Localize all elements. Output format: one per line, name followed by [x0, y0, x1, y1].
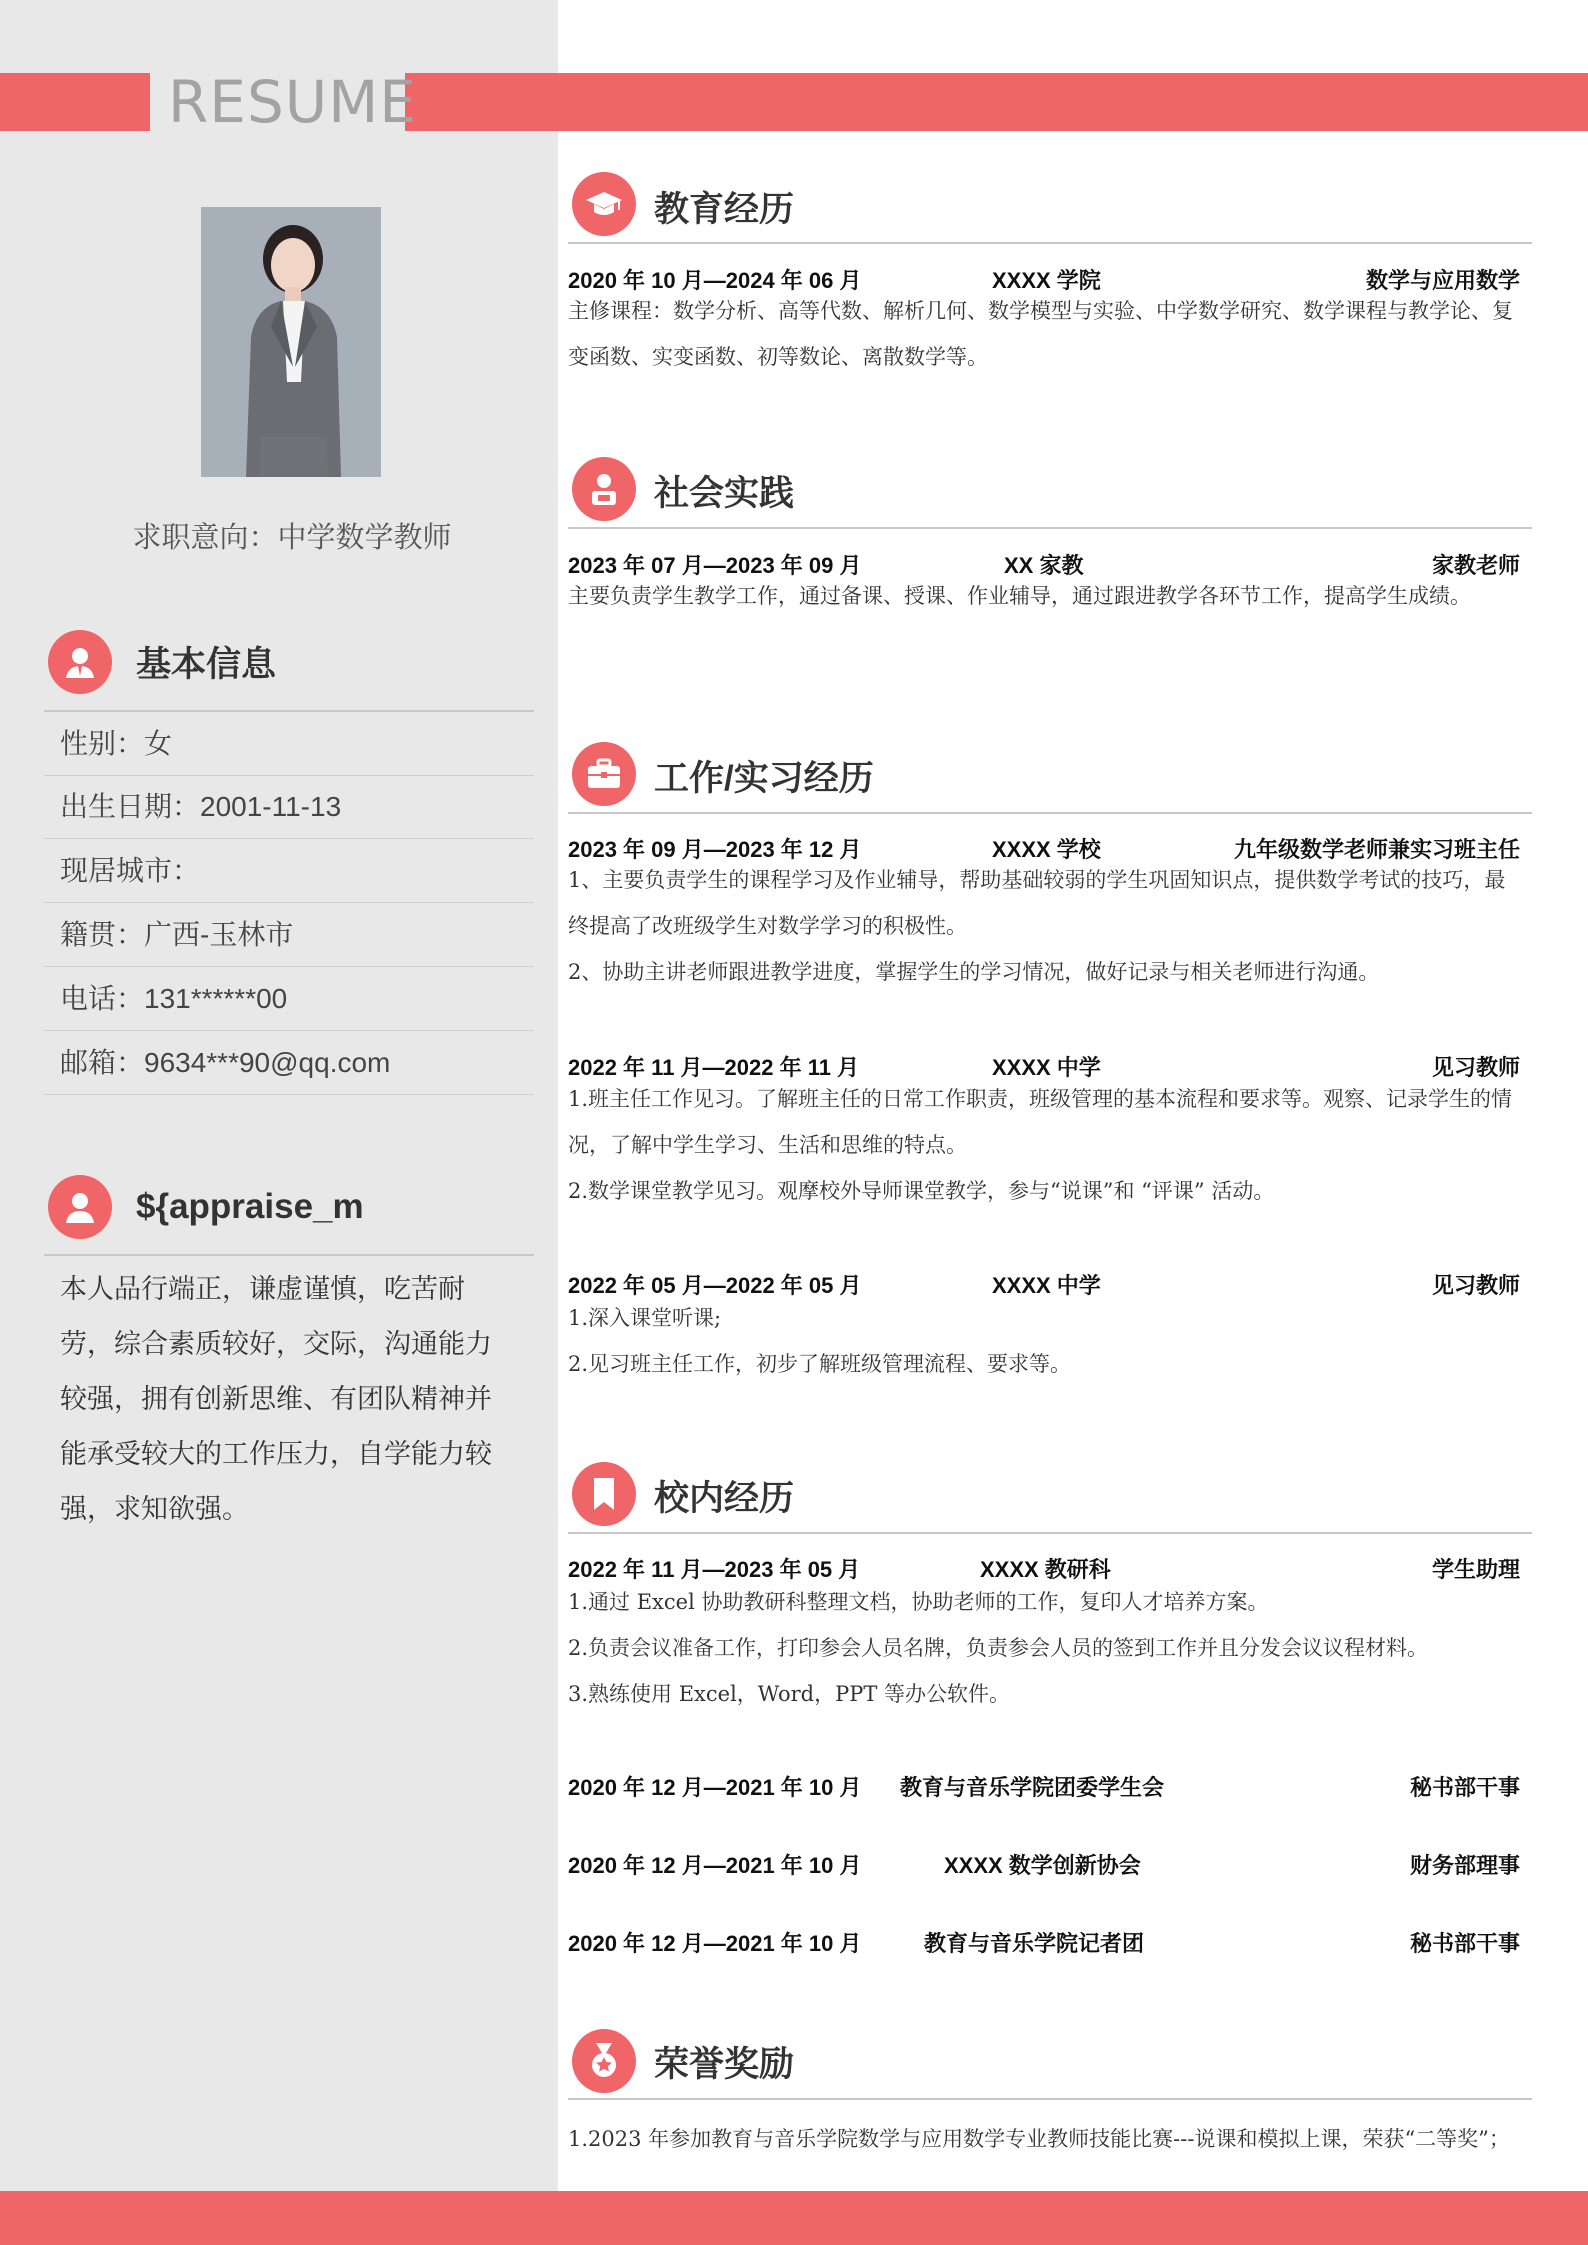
user-icon	[48, 1175, 112, 1239]
header-band-left	[0, 73, 150, 131]
entry-line: 3.熟练使用 Excel，Word，PPT 等办公软件。	[568, 1682, 1011, 1706]
entry-line: 2.负责会议准备工作，打印参会人员名牌，负责参会人员的签到工作并且分发会议议程材料。	[568, 1636, 1429, 1660]
campus-divider	[568, 1532, 1532, 1534]
campus-entry-head	[568, 1850, 1520, 1882]
entry-org: 教育与音乐学院记者团	[924, 1931, 1145, 1956]
entry-date: 2022 年 05 月—2022 年 05 月	[568, 1273, 862, 1298]
entry-role: 九年级数学老师兼实习班主任	[1233, 837, 1520, 862]
info-gender: 性别：女	[44, 713, 534, 776]
work-entry-body	[568, 1295, 1524, 1387]
entry-line: 2.见习班主任工作，初步了解班级管理流程、要求等。	[568, 1352, 1072, 1376]
briefcase-icon	[572, 742, 636, 806]
entry-role: 数学与应用数学	[1365, 268, 1520, 293]
profile-photo	[201, 207, 381, 477]
work-entry-body	[568, 857, 1524, 995]
entry-date: 2020 年 10 月—2024 年 06 月	[568, 268, 862, 293]
bookmark-icon	[572, 1462, 636, 1526]
medal-icon	[572, 2029, 636, 2093]
basic-info-title: 基本信息	[136, 645, 277, 684]
entry-line: 1、主要负责学生的课程学习及作业辅导，帮助基础较弱的学生巩固知识点，提供数学考试的技巧，最终提高了改班级学生对数学学习的积极性。	[568, 868, 1506, 938]
appraise-text: 本人品行端正，谦虚谨慎，吃苦耐劳，综合素质较好，交际，沟通能力较强，拥有创新思维、有团队精神并能承受较大的工作压力，自学能力较强，求知欲强。	[60, 1274, 492, 1524]
entry-org: XXXX 学院	[992, 268, 1101, 293]
entry-line: 主要负责学生教学工作，通过备课、授课、作业辅导，通过跟进教学各环节工作，提高学生成绩。	[568, 584, 1471, 608]
honors-body	[568, 2116, 1524, 2162]
education-entry-body	[568, 288, 1524, 380]
entry-role: 家教老师	[1431, 553, 1520, 578]
practice-entry-body	[568, 573, 1524, 619]
entry-org: XXXX 中学	[992, 1273, 1101, 1298]
campus-title: 校内经历	[654, 1479, 795, 1518]
header-band-right	[405, 73, 1588, 131]
entry-org: 教育与音乐学院团委学生会	[900, 1775, 1165, 1800]
entry-line: 1.通过 Excel 协助教研科整理文档，协助老师的工作，复印人才培养方案。	[568, 1590, 1269, 1614]
entry-line: 2、协助主讲老师跟进教学进度，掌握学生的学习情况，做好记录与相关老师进行沟通。	[568, 960, 1380, 984]
entry-role: 秘书部干事	[1409, 1931, 1520, 1956]
graduation-cap-icon	[572, 172, 636, 236]
honor-line: 1.2023 年参加教育与音乐学院数学与应用数学专业教师技能比赛---说课和模拟上课，荣获“二等奖”；	[568, 2127, 1510, 2151]
entry-date: 2023 年 07 月—2023 年 09 月	[568, 553, 862, 578]
footer-band	[0, 2191, 1588, 2245]
basic-info-divider	[44, 710, 534, 712]
campus-entry-head	[568, 1928, 1520, 1960]
info-hometown: 籍贯：广西-玉林市	[44, 904, 534, 967]
entry-role: 财务部理事	[1409, 1853, 1520, 1878]
entry-date: 2023 年 09 月—2023 年 12 月	[568, 837, 862, 862]
work-entry-body	[568, 1076, 1524, 1214]
practice-divider	[568, 527, 1532, 529]
entry-org: XXXX 教研科	[980, 1557, 1111, 1582]
entry-date: 2020 年 12 月—2021 年 10 月	[568, 1931, 862, 1956]
work-title: 工作/实习经历	[654, 759, 874, 798]
user-icon	[48, 630, 112, 694]
entry-line: 2.数学课堂教学见习。观摩校外导师课堂教学，参与“说课”和 “评课” 活动。	[568, 1179, 1275, 1203]
entry-org: XXXX 数学创新协会	[944, 1853, 1141, 1878]
entry-line: 1.深入课堂听课;	[568, 1306, 722, 1330]
entry-date: 2020 年 12 月—2021 年 10 月	[568, 1853, 862, 1878]
entry-org: XXXX 中学	[992, 1055, 1101, 1080]
entry-role: 秘书部干事	[1409, 1775, 1520, 1800]
entry-role: 见习教师	[1431, 1273, 1520, 1298]
info-phone: 电话：131******00	[44, 968, 534, 1031]
resume-title: RESUME	[168, 68, 417, 136]
job-intent: 求职意向：中学数学教师	[132, 522, 452, 554]
work-divider	[568, 812, 1532, 814]
education-title: 教育经历	[654, 190, 795, 229]
entry-org: XXXX 学校	[992, 837, 1101, 862]
entry-date: 2020 年 12 月—2021 年 10 月	[568, 1775, 862, 1800]
entry-role: 学生助理	[1431, 1557, 1520, 1582]
info-city: 现居城市：	[44, 840, 534, 903]
appraise-title: ${appraise_m	[136, 1187, 364, 1226]
entry-line: 1.班主任工作见习。了解班主任的日常工作职责，班级管理的基本流程和要求等。观察、记录学生的情况，了解中学生学习、生活和思维的特点。	[568, 1087, 1513, 1157]
entry-org: XX 家教	[1004, 553, 1084, 578]
education-divider	[568, 242, 1532, 244]
info-birthdate: 出生日期：2001-11-13	[44, 776, 534, 839]
honors-divider	[568, 2098, 1532, 2100]
info-email: 邮箱：9634***90@qq.com	[44, 1032, 534, 1095]
entry-date: 2022 年 11 月—2022 年 11 月	[568, 1055, 860, 1080]
campus-entry-body	[568, 1579, 1524, 1717]
appraise-divider	[44, 1254, 534, 1256]
person-icon	[572, 457, 636, 521]
practice-title: 社会实践	[654, 474, 795, 513]
entry-role: 见习教师	[1431, 1055, 1520, 1080]
entry-line: 主修课程：数学分析、高等代数、解析几何、数学模型与实验、中学数学研究、数学课程与教学论、复变函数、实变函数、初等数论、离散数学等。	[568, 299, 1513, 369]
honors-title: 荣誉奖励	[654, 2045, 795, 2084]
entry-date: 2022 年 11 月—2023 年 05 月	[568, 1557, 861, 1582]
campus-entry-head	[568, 1772, 1520, 1804]
